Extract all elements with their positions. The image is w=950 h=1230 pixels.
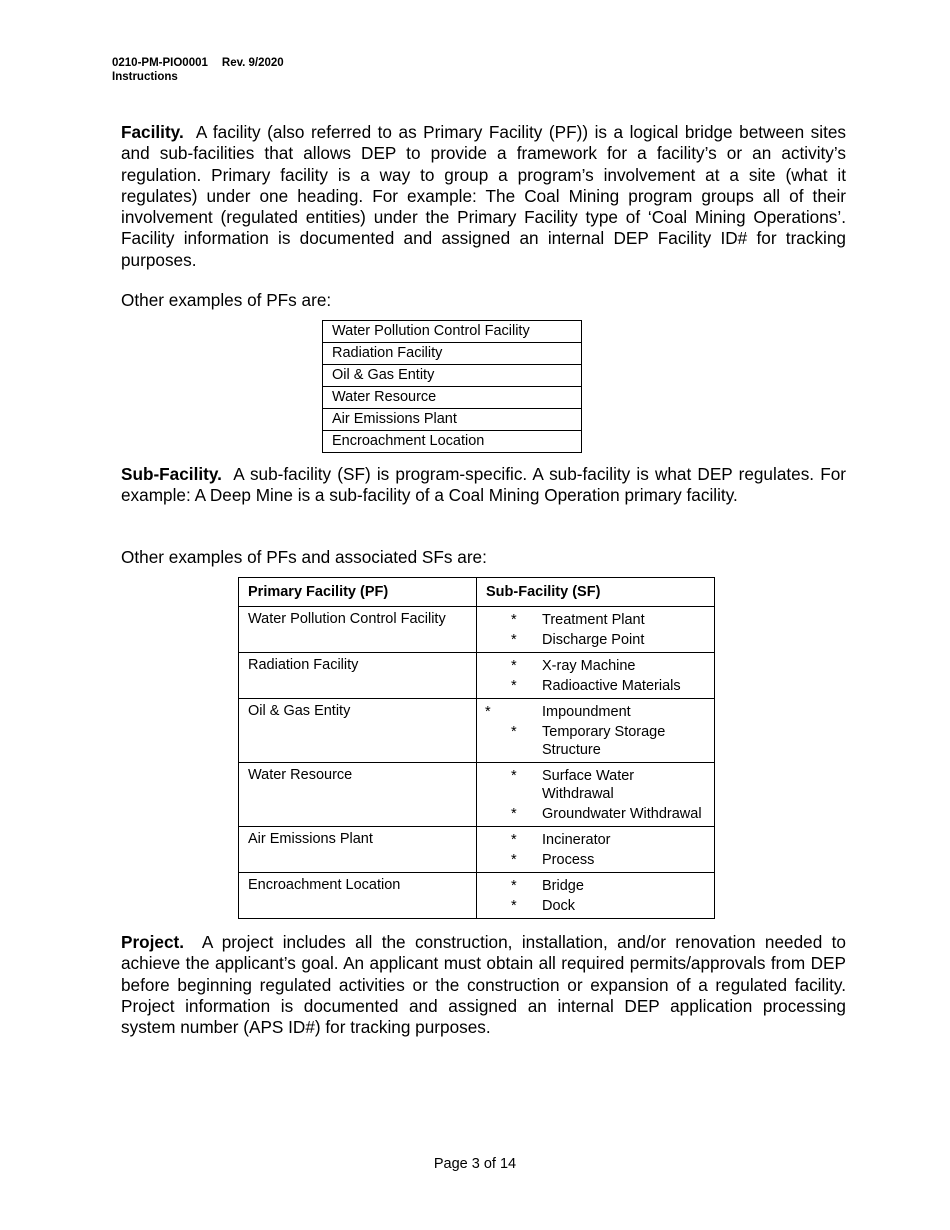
page-number: Page 3 of 14 [433,1156,517,1172]
bullet-star: * [511,612,517,628]
pf-cell: Air Emissions Plant [239,827,477,873]
sf-list-item [477,877,714,895]
bullet-star: * [511,724,517,740]
sf-column-header: Sub-Facility (SF) [477,578,715,607]
sf-label: Temporary Storage Structure [542,724,666,758]
table-row [239,827,715,873]
section-label: Instructions [112,71,178,83]
sf-cell [477,873,715,919]
table-row [239,763,715,827]
table-row [323,387,582,409]
project-paragraph [121,932,846,1038]
sf-list-item [477,723,714,759]
sf-list-item [477,657,714,675]
bullet-star: * [511,658,517,674]
sf-label: Process [542,852,595,868]
sf-list-item [477,703,714,721]
sf-label: Discharge Point [542,632,645,648]
form-id: 0210-PM-PIO0001 [112,57,208,69]
bullet-star: * [511,852,517,868]
facility-paragraph [121,122,846,271]
sf-label: Groundwater Withdrawal [542,806,702,822]
bullet-star: * [511,806,517,822]
bullet-star: * [511,678,517,694]
sf-label: Radioactive Materials [542,678,681,694]
sf-list-item [477,631,714,649]
sf-cell [477,699,715,763]
pf-cell: Radiation Facility [239,653,477,699]
table-row [239,607,715,653]
sf-label: Incinerator [542,832,611,848]
sf-label: Dock [542,898,576,914]
pf-column-header: Primary Facility (PF) [239,578,477,607]
bullet-star: * [511,768,517,784]
pf-sf-intro: Other examples of PFs and associated SFs are: [121,547,487,567]
document-header [112,56,284,84]
sf-label: Surface Water Withdrawal [542,768,635,802]
pf-example-cell: Oil & Gas Entity [323,365,582,387]
sf-list-item [477,897,714,915]
pf-cell: Encroachment Location [239,873,477,919]
pf-examples-intro: Other examples of PFs are: [121,290,332,310]
pf-example-cell: Water Resource [323,387,582,409]
sf-list-item [477,831,714,849]
bullet-star: * [511,632,517,648]
table-row [323,321,582,343]
pf-example-cell: Radiation Facility [323,343,582,365]
table-row [323,343,582,365]
bullet-star: * [511,832,517,848]
pf-sf-table [238,577,715,919]
table-row [239,873,715,919]
table-row [323,409,582,431]
table-row [323,431,582,453]
pf-example-cell: Air Emissions Plant [323,409,582,431]
pf-cell: Water Pollution Control Facility [239,607,477,653]
subfacility-body: A sub-facility (SF) is program-specific. A sub-facility is what DEP regulates. For example: A Deep Mine is a sub-facility of a Coal Mining Operation primary facility. [121,464,847,506]
bullet-star: * [511,898,517,914]
pf-cell: Water Resource [239,763,477,827]
sf-cell [477,607,715,653]
table-header-row [239,578,715,607]
table-row [239,699,715,763]
sf-list-item [477,611,714,629]
table-row [239,653,715,699]
project-body: A project includes all the construction, installation, and/or renovation needed to achieve the applicant’s goal. An applicant must obtain all required permits/approvals from DEP before beginning regulated activities or the construction or expansion of a regulated facility. Project information is documented and assigned an internal DEP application processing system number (APS ID#) for tracking purposes. [121,932,846,1038]
sf-label: Impoundment [542,704,631,720]
sf-cell [477,653,715,699]
pf-cell: Oil & Gas Entity [239,699,477,763]
sf-list-item [477,767,714,803]
bullet-star: * [485,704,491,720]
sf-label: Bridge [542,878,584,894]
sf-cell [477,827,715,873]
sf-cell [477,763,715,827]
subfacility-paragraph [121,464,846,507]
pf-example-cell: Encroachment Location [323,431,582,453]
revision: Rev. 9/2020 [221,57,284,69]
bullet-star: * [511,878,517,894]
facility-term: Facility. [121,122,184,142]
project-term: Project. [121,932,185,952]
pf-example-cell: Water Pollution Control Facility [323,321,582,343]
sf-list-item [477,805,714,823]
subfacility-term: Sub-Facility. [121,464,222,484]
sf-list-item [477,677,714,695]
sf-label: Treatment Plant [542,612,645,628]
facility-body: A facility (also referred to as Primary Facility (PF)) is a logical bridge between sites and sub-facilities that allows DEP to provide a framework for a facility’s or an activity’s regulation. Primary facility is a way to group a program’s involvement at a site (what it regulates) under one heading. For example: The Coal Mining program groups all of their involvement (regulated entities) under the Primary Facility type of ‘Coal Mining Operations’. Facility information is documented and assigned an internal DEP Facility ID# for tracking purposes. [121,122,846,270]
table-row [323,365,582,387]
sf-list-item [477,851,714,869]
sf-label: X-ray Machine [542,658,636,674]
pf-examples-table [322,320,582,453]
